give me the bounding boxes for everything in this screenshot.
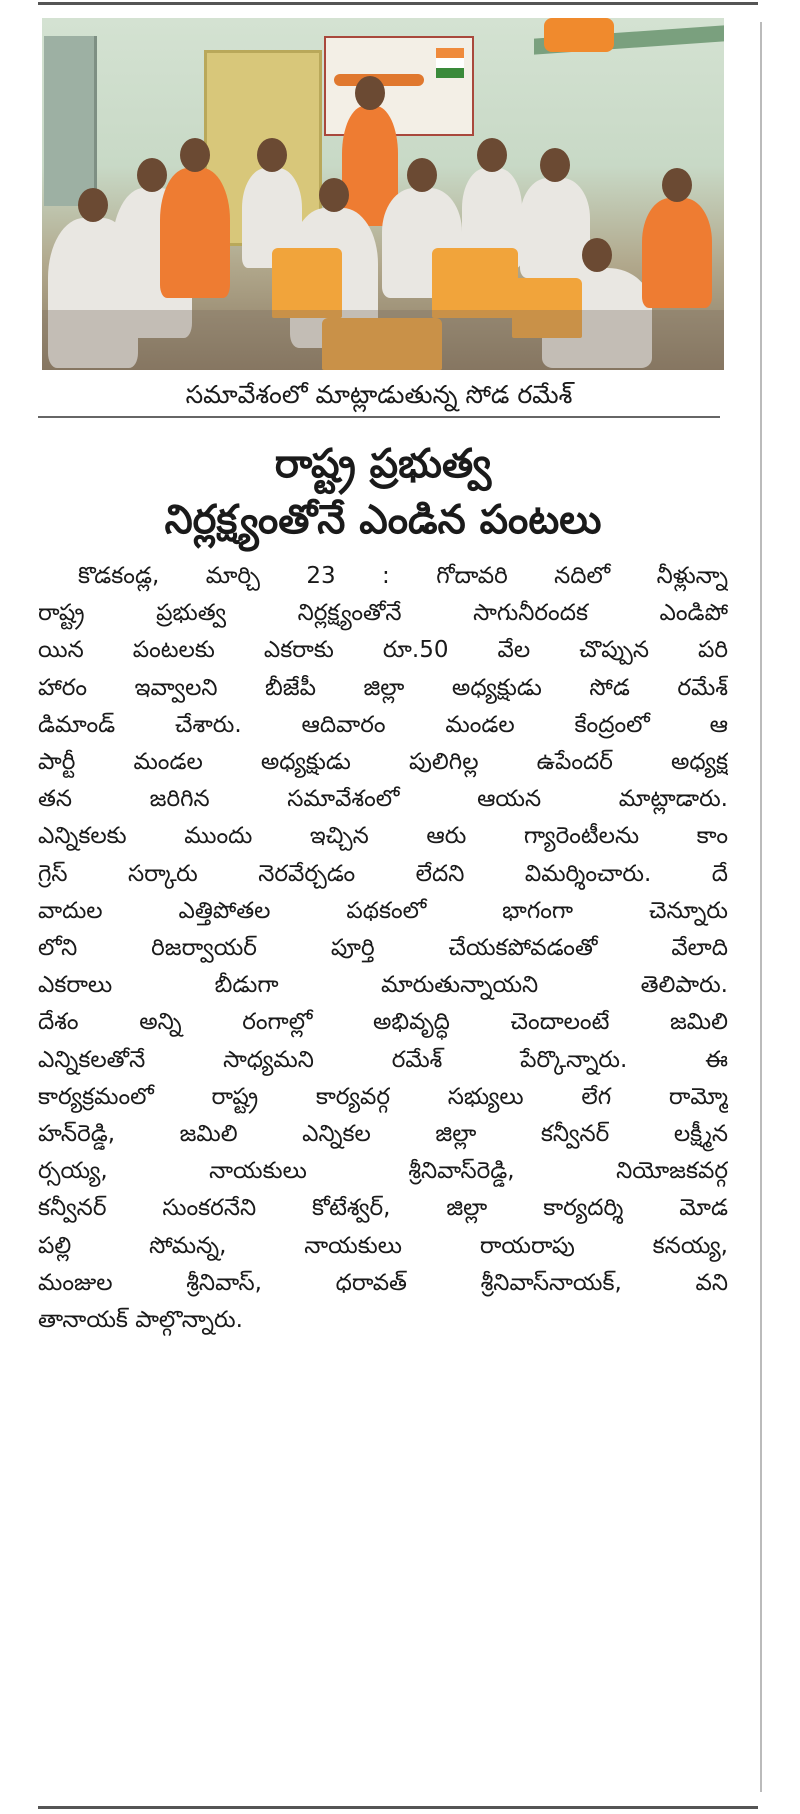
body-line: కన్వీనర్ సుంకరనేని కోటేశ్వర్, జిల్లా కార్యదర్శి మోడ xyxy=(38,1195,728,1222)
photo-chair xyxy=(432,248,518,318)
top-border-rule xyxy=(38,2,758,5)
photo-caption: సమావేశంలో మాట్లాడుతున్న సోడ రమేశ్ xyxy=(38,378,720,418)
body-line: పార్టీ మండల అధ్యక్షుడు పులిగిల్ల ఉపేందర్ అధ్యక్ష xyxy=(38,749,728,776)
photo-cabinet xyxy=(44,36,97,206)
headline xyxy=(38,436,728,548)
body-line: తన జరిగిన సమావేశంలో ఆయన మాట్లాడారు. xyxy=(38,786,728,813)
body-line: రాష్ట్ర ప్రభుత్వ నిర్లక్ష్యంతోనే సాగునీరందక ఎండిపో xyxy=(38,600,728,627)
meeting-photo xyxy=(42,18,724,370)
headline-line-2: నిర్లక్ష్యంతోనే ఎండిన పంటలు xyxy=(164,497,602,543)
body-line: కొడకండ్ల, మార్చి 23 : గోదావరి నదిలో నీళ్లున్నా xyxy=(78,563,728,589)
bottom-border-rule xyxy=(38,1806,758,1809)
photo-attendee xyxy=(520,178,590,278)
body-line: హన్‌రెడ్డి, జమిలి ఎన్నికల జిల్లా కన్వీనర్ లక్ష్మీన xyxy=(38,1121,728,1148)
body-line: డిమాండ్ చేశారు. ఆదివారం మండల కేంద్రంలో ఆ xyxy=(38,711,728,738)
photo-party-banner xyxy=(324,36,474,136)
body-line: ఎన్నికలతోనే సాధ్యమని రమేశ్ పేర్కొన్నారు. ఈ xyxy=(38,1046,728,1073)
body-line: ర్సయ్య, నాయకులు శ్రీనివాస్‌రెడ్డి, నియోజకవర్గ xyxy=(38,1158,728,1185)
news-article xyxy=(38,18,734,1339)
photo-cloth xyxy=(544,18,614,52)
body-line: దేశం అన్ని రంగాల్లో అభివృద్ధి చెందాలంటే జమిలి xyxy=(38,1009,728,1036)
headline-line-1: రాష్ట్ర ప్రభుత్వ xyxy=(274,441,492,487)
column-divider xyxy=(760,22,762,1792)
body-line: ఎకరాలు బీడుగా మారుతున్నాయని తెలిపారు. xyxy=(38,972,728,999)
photo-attendee xyxy=(642,198,712,308)
body-line: ఎన్నికలకు ముందు ఇచ్చిన ఆరు గ్యారెంటీలను కాం xyxy=(38,823,728,850)
body-line: గ్రెస్ సర్కారు నెరవేర్చడం లేదని విమర్శించారు. దే xyxy=(38,860,728,887)
body-line: కార్యక్రమంలో రాష్ట్ర కార్యవర్గ సభ్యులు లేగ రామ్మో xyxy=(38,1083,728,1110)
body-line: తానాయక్ పాల్గొన్నారు. xyxy=(38,1307,243,1334)
body-line: వాదుల ఎత్తిపోతల పథకంలో భాగంగా చెన్నూరు xyxy=(38,897,728,924)
photo-attendee xyxy=(160,168,230,298)
body-line: మంజుల శ్రీనివాస్, ధరావత్ శ్రీనివాస్‌నాయక్, వని xyxy=(38,1269,728,1296)
photo-chair xyxy=(272,248,342,318)
photo-floor xyxy=(42,310,724,370)
body-line: పల్లి సోమన్న, నాయకులు రాయరాపు కనయ్య, xyxy=(38,1232,728,1259)
body-line: హారం ఇవ్వాలని బీజేపీ జిల్లా అధ్యక్షుడు సోడ రమేశ్ xyxy=(38,674,728,701)
body-line: యిన పంటలకు ఎకరాకు రూ.50 వేల చొప్పున పరి xyxy=(38,637,728,664)
article-body xyxy=(38,558,728,1339)
body-line: లోని రిజర్వాయర్ పూర్తి చేయకపోవడంతో వేలాది xyxy=(38,935,728,962)
